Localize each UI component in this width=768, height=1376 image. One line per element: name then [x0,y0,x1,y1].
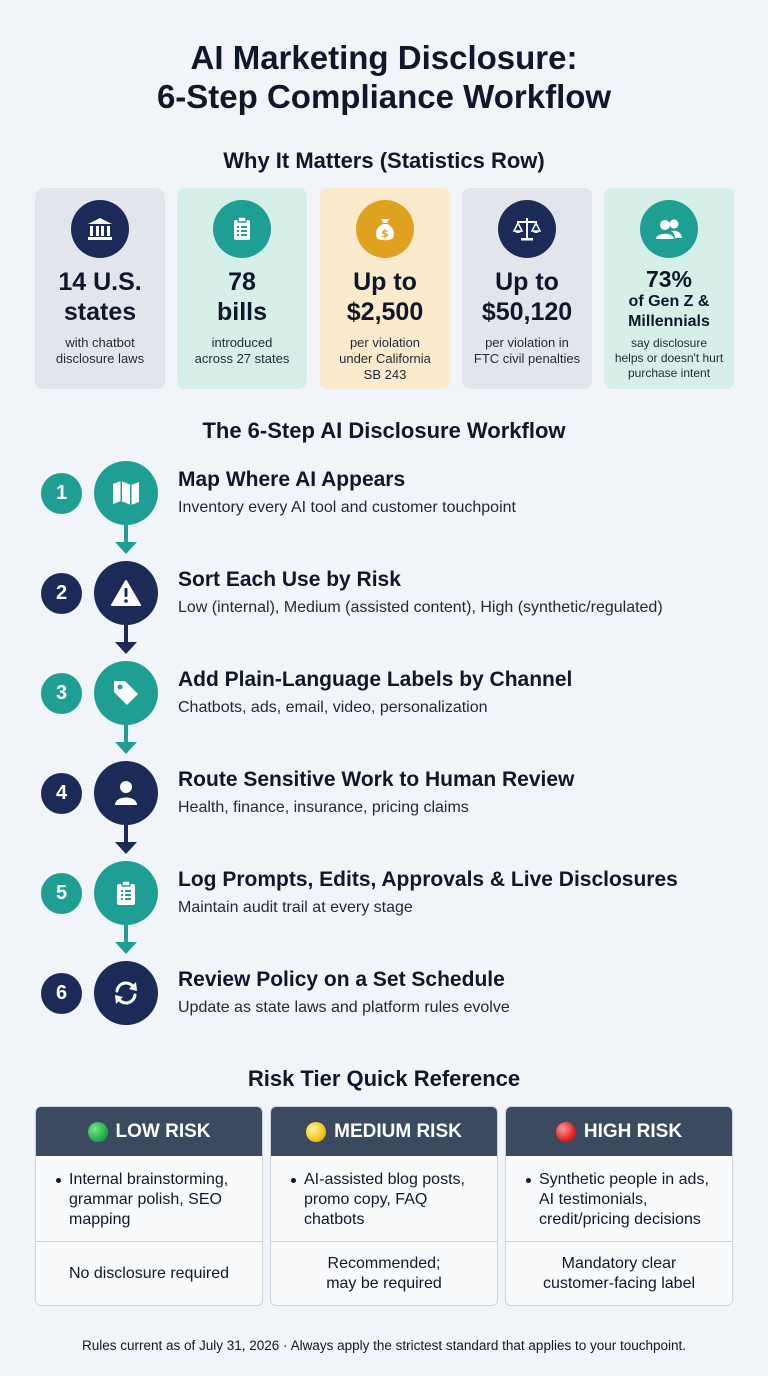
stats-row [35,188,734,389]
page-title [0,38,768,116]
arrow-down-icon [115,542,137,554]
step-connector [124,925,128,942]
stat-value-line: $50,120 [481,298,573,326]
stat-description [320,335,450,383]
stat-card-gen-z [604,188,734,389]
stat-description [604,336,734,381]
tier-requirement [506,1242,732,1306]
step-title: Map Where AI Appears [178,468,406,491]
tier-requirement [271,1242,497,1306]
map-icon [94,461,158,525]
stat-value [462,267,592,327]
requirement-line: Mandatory clear [561,1255,677,1272]
stat-value-line: Up to [495,268,559,296]
scales-icon [498,200,556,258]
stat-desc-line: helps or doesn't hurt [614,351,724,365]
step-description: Health, finance, insurance, pricing claims [178,799,469,816]
stat-desc-line: with chatbot [65,335,135,350]
tier-examples: Internal brainstorming, grammar polish, SEO mapping [36,1156,262,1242]
step-description: Update as state laws and platform rules evolve [178,999,510,1016]
stat-subtitle [604,292,734,332]
step-connector [124,625,128,642]
stat-desc-line: say disclosure [630,336,708,350]
green-dot-icon [88,1122,108,1142]
stat-card-california-penalty [320,188,450,389]
requirement-line: may be required [326,1275,442,1292]
arrow-down-icon [115,842,137,854]
tier-label: HIGH RISK [583,1120,683,1142]
step-description: Maintain audit trail at every stage [178,899,413,916]
stat-desc-line: SB 243 [363,367,407,382]
tier-label: LOW RISK [115,1120,211,1142]
stat-desc-line: per violation [349,335,421,350]
requirement-line: Recommended; [327,1255,441,1272]
stat-value-line: states [63,298,137,326]
stat-value [177,267,307,327]
requirement-line: No disclosure required [68,1265,230,1282]
clipboard-icon [94,861,158,925]
step-number: 6 [41,973,82,1014]
stat-sub-line: of Gen Z & [628,293,710,310]
person-icon [94,761,158,825]
arrow-down-icon [115,642,137,654]
step-description: Chatbots, ads, email, video, personalization [178,699,488,716]
tier-header [506,1107,732,1156]
stat-card-states [35,188,165,389]
stat-value-line: 14 U.S. [58,268,142,296]
tier-label: MEDIUM RISK [334,1120,462,1142]
risk-tier-high [505,1106,733,1306]
step-title: Review Policy on a Set Schedule [178,968,505,991]
stat-desc-line: per violation in [485,335,569,350]
tier-header [36,1107,262,1156]
risk-tier-medium [270,1106,498,1306]
stat-value-line: $2,500 [346,298,424,326]
yellow-dot-icon [306,1122,326,1142]
money-bag-icon [356,200,414,258]
stat-value [320,267,450,327]
stat-description [462,335,592,367]
stat-desc-line: purchase intent [627,366,711,380]
step-number: 4 [41,773,82,814]
stat-value: 73% [645,266,693,292]
stat-desc-line: across 27 states [194,351,290,366]
step-number: 2 [41,573,82,614]
step-connector [124,725,128,742]
title-line-1: AI Marketing Disclosure: [190,39,578,76]
step-number: 1 [41,473,82,514]
workflow-section-title: The 6-Step AI Disclosure Workflow [202,418,566,443]
tier-examples: AI-assisted blog posts, promo copy, FAQ chatbots [271,1156,497,1242]
step-description: Low (internal), Medium (assisted content), High (synthetic/regulated) [178,599,663,616]
arrow-down-icon [115,742,137,754]
risk-tier-low [35,1106,263,1306]
risk-section-title: Risk Tier Quick Reference [247,1066,521,1091]
stat-sub-line: Millennials [628,313,710,330]
users-icon [640,200,698,258]
stat-description [177,335,307,367]
svg-text:$: $ [381,227,389,240]
step-number: 3 [41,673,82,714]
arrow-down-icon [115,942,137,954]
tier-examples: Synthetic people in ads, AI testimonials, credit/pricing decisions [506,1156,732,1242]
footer-note: Rules current as of July 31, 2026 · Always apply the strictest standard that applies to your touchpoint. [81,1338,687,1353]
stat-card-bills [177,188,307,389]
refresh-icon [94,961,158,1025]
clipboard-list-icon [213,200,271,258]
stat-desc-line: disclosure laws [55,351,145,366]
step-title: Sort Each Use by Risk [178,568,401,591]
tier-header [271,1107,497,1156]
stat-card-ftc-penalty [462,188,592,389]
stat-desc-line: under California [339,351,431,366]
stat-desc-line: FTC civil penalties [473,351,581,366]
step-description: Inventory every AI tool and customer touchpoint [178,499,516,516]
stat-value-line: Up to [353,268,417,296]
title-line-2: 6-Step Compliance Workflow [156,78,612,115]
stat-value-line: bills [216,298,267,326]
step-connector [124,825,128,842]
step-title: Log Prompts, Edits, Approvals & Live Disclosures [178,868,678,891]
step-connector [124,525,128,542]
stat-value [35,267,165,327]
stat-value-line: 78 [228,268,256,296]
stat-description [35,335,165,367]
step-title: Route Sensitive Work to Human Review [178,768,575,791]
red-dot-icon [556,1122,576,1142]
step-number: 5 [41,873,82,914]
workflow-steps [0,460,768,1030]
requirement-line: customer-facing label [542,1275,696,1292]
step-title: Add Plain-Language Labels by Channel [178,668,573,691]
tag-icon [94,661,158,725]
stats-section-title: Why It Matters (Statistics Row) [223,148,545,173]
warning-triangle-icon [94,561,158,625]
tier-requirement [36,1242,262,1306]
bank-building-icon [71,200,129,258]
stat-desc-line: introduced [211,335,273,350]
